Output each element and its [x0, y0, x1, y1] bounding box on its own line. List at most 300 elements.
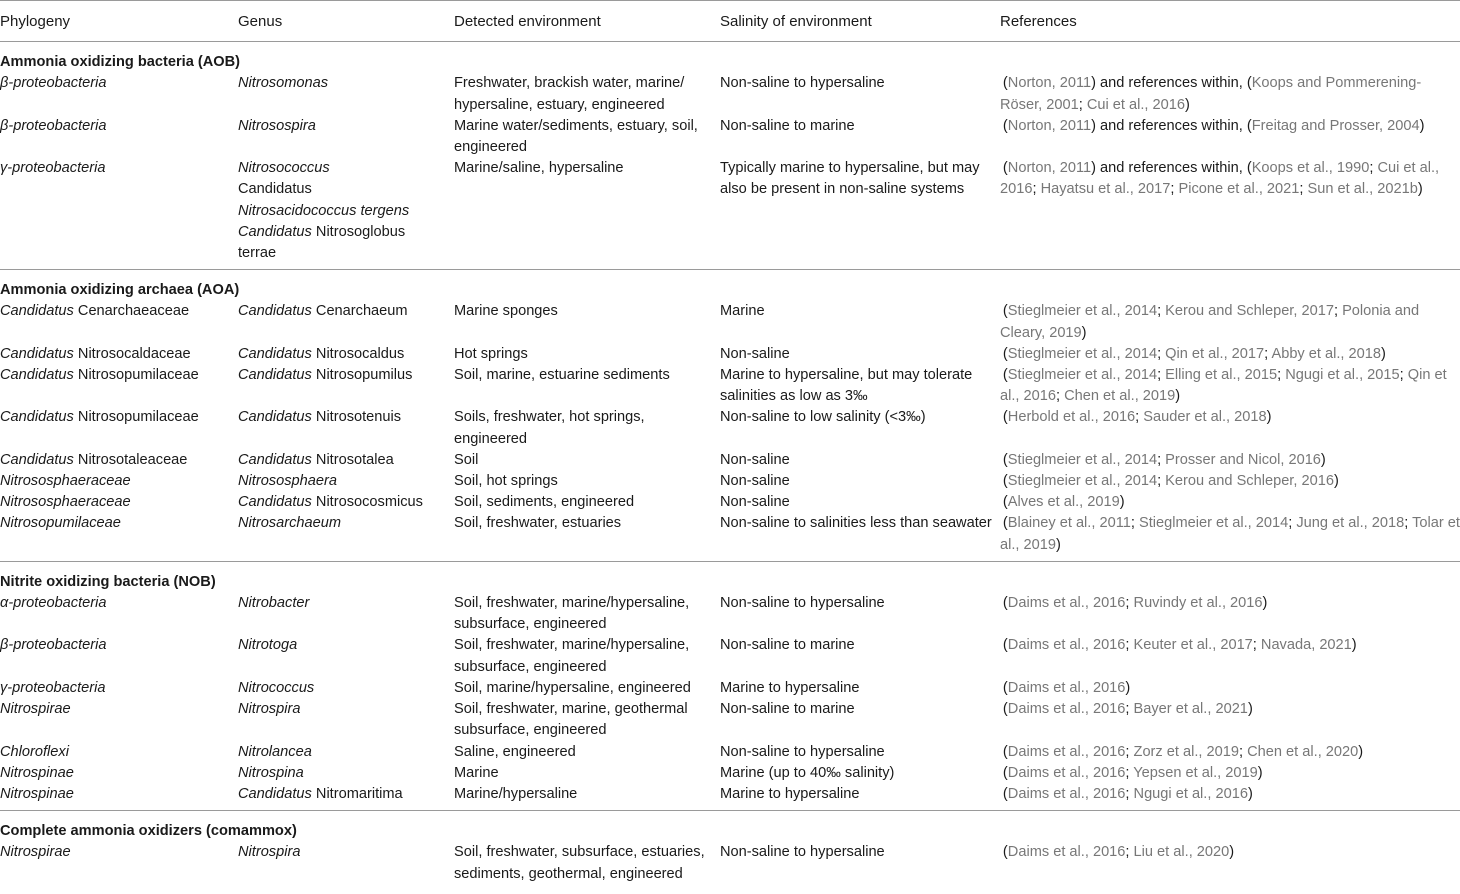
cell-salinity: Non-saline to marine: [720, 637, 855, 654]
table-row: [0, 593, 1460, 635]
reference-link[interactable]: Elling et al., 2015: [1165, 367, 1278, 384]
reference-link[interactable]: Daims et al., 2016: [1007, 679, 1126, 696]
table-row: [0, 344, 1460, 365]
cell-phylogeny: [0, 492, 238, 513]
table-row: [0, 763, 1460, 784]
table-row: [0, 365, 1460, 407]
genus-text: Nitrosotalea: [311, 451, 394, 468]
genus-text: Candidatus: [238, 367, 312, 384]
col-header-phylogeny: Phylogeny: [0, 1, 238, 42]
cell-phylogeny: [0, 742, 238, 763]
ref-open: (: [1000, 303, 1008, 320]
table-row: [0, 678, 1460, 699]
table-row: [0, 116, 1460, 158]
genus-text: Candidatus: [238, 451, 312, 468]
reference-link[interactable]: Norton, 2011: [1007, 75, 1092, 92]
reference-link[interactable]: Chen et al., 2019: [1064, 388, 1176, 405]
reference-link[interactable]: Alves et al., 2019: [1007, 494, 1120, 511]
cell-environment: Soils, freshwater, hot springs, engineered: [454, 409, 645, 447]
cell-environment: Soil, freshwater, marine, geothermal subsurface, engineered: [454, 701, 688, 739]
cell-genus: [238, 365, 454, 407]
ref-open: (: [1000, 494, 1008, 511]
cell-phylogeny: [0, 763, 238, 784]
ref-separator: ) and references within, (: [1091, 75, 1252, 92]
section-title: Ammonia oxidizing bacteria (AOB): [0, 54, 241, 71]
cell-references: [1000, 842, 1460, 889]
cell-references: [1000, 678, 1460, 699]
col-header-salinity: Salinity of environment: [720, 1, 1000, 42]
reference-link[interactable]: Cui et al., 2016: [1000, 160, 1440, 198]
phylogeny-text: Candidatus: [0, 451, 74, 468]
reference-link[interactable]: Ngugi et al., 2015: [1285, 367, 1400, 384]
reference-link[interactable]: Liu et al., 2020: [1133, 844, 1230, 861]
table-row: [0, 73, 1460, 115]
cell-environment: Soil, hot springs: [454, 473, 558, 490]
cell-references: [1000, 635, 1460, 677]
cell-references: [1000, 301, 1460, 343]
genus-text: Nitrospira: [238, 844, 301, 861]
ref-separator: ;: [1299, 181, 1308, 198]
section-row: [0, 811, 1460, 843]
phylogeny-text: γ-proteobacteria: [0, 679, 106, 696]
phylogeny-text: γ-proteobacteria: [0, 160, 106, 177]
table-body: [0, 42, 1460, 890]
cell-genus: [238, 763, 454, 784]
genus-text: Nitrosococcus: [238, 160, 330, 177]
genus-line: [238, 450, 454, 471]
reference-link[interactable]: Norton, 2011: [1007, 117, 1092, 134]
cell-phylogeny: [0, 344, 238, 365]
cell-environment: Soil, freshwater, subsurface, estuaries, sediments, geothermal, engineered: [454, 844, 705, 882]
ref-separator: ): [1125, 679, 1131, 696]
ref-separator: ) and references within, (: [1091, 117, 1252, 134]
cell-salinity: Non-saline: [720, 473, 790, 490]
ref-separator: ;: [1125, 595, 1134, 612]
phylogeny-text: β-proteobacteria: [0, 637, 107, 654]
section-title: Ammonia oxidizing archaea (AOA): [0, 270, 1460, 302]
cell-environment: Soil, marine, estuarine sediments: [454, 367, 670, 384]
genus-line: [238, 593, 454, 614]
phylogeny-text: Nitrososphaeraceae: [0, 473, 131, 490]
section-row: [0, 561, 1460, 593]
reference-link[interactable]: Navada, 2021: [1260, 637, 1352, 654]
ref-separator: ;: [1170, 181, 1179, 198]
reference-link[interactable]: Koops and Pommerening-Röser, 2001: [1000, 75, 1422, 113]
ref-separator: ;: [1333, 303, 1343, 320]
ref-separator: ): [1081, 324, 1087, 341]
ref-open: (: [1000, 473, 1008, 490]
cell-genus: [238, 471, 454, 492]
table-row: [0, 407, 1460, 449]
ref-separator: ;: [1157, 345, 1166, 362]
reference-link[interactable]: Stieglmeier et al., 2014: [1007, 345, 1158, 362]
cell-environment: Soil, sediments, engineered: [454, 494, 635, 511]
ref-separator: ;: [1032, 181, 1041, 198]
phylogeny-text: Chloroflexi: [0, 743, 69, 760]
ref-separator: ;: [1157, 451, 1166, 468]
phylogeny-text: Nitrososphaeraceae: [0, 494, 131, 511]
ref-separator: ): [1257, 764, 1263, 781]
phylogeny-text: Nitrospirae: [0, 844, 71, 861]
ref-open: (: [1000, 637, 1008, 654]
cell-phylogeny: [0, 301, 238, 343]
cell-salinity: Non-saline to low salinity (<3‰): [720, 409, 926, 426]
cell-salinity: Non-saline to salinities less than seawater: [720, 515, 992, 532]
genus-text: Nitrosarchaeum: [238, 515, 342, 532]
table-row: [0, 471, 1460, 492]
ref-separator: ;: [1277, 367, 1286, 384]
cell-phylogeny: [0, 73, 238, 115]
cell-salinity: Non-saline to hypersaline: [720, 75, 885, 92]
genus-line: [238, 301, 454, 322]
phylogeny-text: Nitrosopumilaceae: [73, 367, 199, 384]
cell-environment: Soil: [454, 451, 479, 468]
cell-phylogeny: [0, 407, 238, 449]
table-row: [0, 742, 1460, 763]
ref-open: (: [1000, 844, 1008, 861]
ref-open: (: [1000, 367, 1008, 384]
ref-open: (: [1000, 409, 1008, 426]
cell-references: [1000, 742, 1460, 763]
ref-separator: ): [1175, 388, 1181, 405]
reference-link[interactable]: Stieglmeier et al., 2014: [1007, 367, 1158, 384]
cell-phylogeny: [0, 365, 238, 407]
cell-references: [1000, 344, 1460, 365]
cell-references: [1000, 593, 1460, 635]
ref-separator: ): [1266, 409, 1272, 426]
reference-link[interactable]: Jung et al., 2018: [1296, 515, 1405, 532]
reference-link[interactable]: Koops et al., 1990: [1251, 160, 1370, 177]
cell-environment: Marine sponges: [454, 303, 558, 320]
cell-environment: Soil, freshwater, marine/hypersaline, subsurface, engineered: [454, 595, 690, 633]
cell-environment: Soil, marine/hypersaline, engineered: [454, 679, 691, 696]
cell-genus: [238, 344, 454, 365]
cell-salinity: Non-saline: [720, 451, 790, 468]
col-header-references: References: [1000, 1, 1460, 42]
reference-link[interactable]: Daims et al., 2016: [1007, 637, 1126, 654]
reference-link[interactable]: Qin et al., 2016: [1000, 367, 1447, 405]
cell-references: [1000, 73, 1460, 115]
cell-genus: [238, 158, 454, 270]
cell-environment: Marine/hypersaline: [454, 785, 578, 802]
section-row: [0, 270, 1460, 302]
genus-text: Candidatus: [238, 494, 312, 511]
genus-text: Nitrotoga: [238, 637, 298, 654]
ref-separator: ): [1381, 345, 1386, 362]
col-header-genus: Genus: [238, 1, 454, 42]
reference-link[interactable]: Freitag and Prosser, 2004: [1251, 117, 1420, 134]
genus-text: Nitrosocosmicus: [311, 494, 423, 511]
cell-genus: [238, 407, 454, 449]
ref-open: (: [1000, 451, 1008, 468]
phylogeny-text: Nitrospinae: [0, 785, 74, 802]
ref-separator: ): [1119, 494, 1125, 511]
ref-open: (: [1000, 764, 1008, 781]
ref-separator: ): [1056, 536, 1061, 553]
cell-genus: [238, 842, 454, 889]
cell-phylogeny: [0, 784, 238, 811]
cell-phylogeny: [0, 471, 238, 492]
cell-references: [1000, 492, 1460, 513]
cell-salinity: Non-saline to hypersaline: [720, 595, 885, 612]
ref-open: (: [1000, 701, 1008, 718]
genus-text: Nitrospira: [238, 701, 301, 718]
cell-salinity: Typically marine to hypersaline, but may also be present in non-saline systems: [720, 160, 980, 198]
section-row: [0, 42, 1460, 74]
genus-line: [238, 492, 454, 513]
genus-text: Cenarchaeum: [311, 303, 408, 320]
reference-link[interactable]: Kerou and Schleper, 2016: [1165, 473, 1334, 490]
cell-salinity: Non-saline to marine: [720, 701, 855, 718]
reference-link[interactable]: Daims et al., 2016: [1007, 595, 1126, 612]
ref-separator: ): [1247, 785, 1253, 802]
reference-link[interactable]: Sauder et al., 2018: [1143, 409, 1267, 426]
cell-references: [1000, 116, 1460, 158]
cell-genus: [238, 513, 454, 561]
genus-text: Nitrospina: [238, 764, 304, 781]
phylogeny-text: Nitrosotaleaceae: [73, 451, 188, 468]
cell-genus: [238, 678, 454, 699]
cell-references: [1000, 784, 1460, 811]
reference-link[interactable]: Daims et al., 2016: [1007, 785, 1126, 802]
cell-genus: [238, 116, 454, 158]
reference-link[interactable]: Bayer et al., 2021: [1133, 701, 1248, 718]
ref-separator: ): [1417, 181, 1423, 198]
reference-link[interactable]: Hayatsu et al., 2017: [1040, 181, 1171, 198]
genus-line: [238, 842, 454, 863]
cell-environment: Hot springs: [454, 345, 528, 362]
reference-link[interactable]: Abby et al., 2018: [1271, 345, 1382, 362]
ref-separator: ): [1358, 743, 1364, 760]
ref-open: (: [1000, 117, 1008, 134]
ref-separator: ): [1247, 701, 1253, 718]
genus-text: Nitrosoglobus: [311, 223, 406, 240]
cell-genus: [238, 73, 454, 115]
ref-separator: ): [1262, 595, 1268, 612]
reference-link[interactable]: Keuter et al., 2017: [1133, 637, 1253, 654]
ref-open: (: [1000, 75, 1008, 92]
genus-text: Nitrolancea: [238, 743, 312, 760]
table-row: [0, 784, 1460, 811]
reference-link[interactable]: Stieglmeier et al., 2014: [1007, 303, 1158, 320]
genus-line: [238, 179, 454, 200]
genus-text: Candidatus: [238, 223, 312, 240]
reference-link[interactable]: Cui et al., 2016: [1086, 96, 1185, 113]
table-row: [0, 301, 1460, 343]
table-row: [0, 513, 1460, 561]
cell-references: [1000, 365, 1460, 407]
ref-separator: ;: [1399, 367, 1408, 384]
cell-phylogeny: [0, 158, 238, 270]
cell-salinity: Non-saline: [720, 494, 790, 511]
table-row: [0, 635, 1460, 677]
ref-open: (: [1000, 679, 1008, 696]
reference-link[interactable]: Daims et al., 2016: [1007, 743, 1126, 760]
genus-line: [238, 635, 454, 656]
ref-separator: ;: [1125, 743, 1134, 760]
genus-text: Nitrobacter: [238, 595, 310, 612]
genus-line: [238, 73, 454, 94]
ref-separator: ;: [1056, 388, 1065, 405]
reference-link[interactable]: Stieglmeier et al., 2014: [1138, 515, 1289, 532]
cell-salinity: Marine to hypersaline: [720, 679, 860, 696]
genus-text: Candidatus: [238, 181, 312, 198]
table-row: [0, 492, 1460, 513]
reference-link[interactable]: Qin et al., 2017: [1165, 345, 1265, 362]
ref-separator: ;: [1078, 96, 1087, 113]
cell-salinity: Marine to hypersaline: [720, 785, 860, 802]
cell-references: [1000, 699, 1460, 741]
ref-open: (: [1000, 515, 1008, 532]
genus-text: Nitrosomonas: [238, 75, 329, 92]
cell-genus: [238, 450, 454, 471]
reference-link[interactable]: Stieglmeier et al., 2014: [1007, 451, 1158, 468]
table-row: [0, 158, 1460, 270]
reference-link[interactable]: Yepsen et al., 2019: [1133, 764, 1258, 781]
ref-separator: ;: [1125, 764, 1134, 781]
genus-line: [238, 471, 454, 492]
ref-open: (: [1000, 785, 1008, 802]
col-header-environment: Detected environment: [454, 1, 720, 42]
reference-link[interactable]: Ruvindy et al., 2016: [1133, 595, 1263, 612]
genus-line: [238, 763, 454, 784]
phylogeny-text: α-proteobacteria: [0, 595, 107, 612]
cell-references: [1000, 450, 1460, 471]
cell-genus: [238, 635, 454, 677]
header-row: [0, 1, 1460, 42]
table-row: [0, 450, 1460, 471]
ref-separator: ;: [1157, 367, 1166, 384]
reference-link[interactable]: Daims et al., 2016: [1007, 764, 1126, 781]
reference-link[interactable]: Sun et al., 2021b: [1307, 181, 1418, 198]
ref-separator: ): [1351, 637, 1357, 654]
reference-link[interactable]: Stieglmeier et al., 2014: [1007, 473, 1158, 490]
genus-text: Nitromaritima: [311, 785, 403, 802]
ref-separator: ;: [1404, 515, 1413, 532]
phylogeny-text: β-proteobacteria: [0, 75, 107, 92]
cell-phylogeny: [0, 699, 238, 741]
cell-genus: [238, 742, 454, 763]
cell-salinity: Marine to hypersaline, but may tolerate salinities as low as 3‰: [720, 367, 973, 405]
reference-link[interactable]: Daims et al., 2016: [1007, 844, 1126, 861]
cell-phylogeny: [0, 450, 238, 471]
cell-phylogeny: [0, 593, 238, 635]
ref-separator: ): [1184, 96, 1190, 113]
genus-line: [238, 201, 454, 222]
cell-environment: Marine water/sediments, estuary, soil, engineered: [454, 117, 698, 156]
ref-separator: ;: [1252, 637, 1261, 654]
cell-environment: Soil, freshwater, marine/hypersaline, subsurface, engineered: [454, 637, 690, 675]
reference-link[interactable]: Blainey et al., 2011: [1007, 515, 1131, 532]
reference-link[interactable]: Daims et al., 2016: [1007, 701, 1126, 718]
cell-salinity: Marine: [720, 303, 765, 320]
cell-phylogeny: [0, 513, 238, 561]
reference-link[interactable]: Zorz et al., 2019: [1133, 743, 1239, 760]
ref-separator: ;: [1125, 701, 1134, 718]
cell-phylogeny: [0, 116, 238, 158]
genus-text: Nitrososphaera: [238, 473, 337, 490]
reference-link[interactable]: Ngugi et al., 2016: [1133, 785, 1248, 802]
cell-genus: [238, 699, 454, 741]
cell-environment: Saline, engineered: [454, 743, 576, 760]
cell-phylogeny: [0, 842, 238, 889]
ref-separator: ;: [1157, 473, 1166, 490]
phylogeny-text: Nitrospirae: [0, 701, 71, 718]
ref-separator: ;: [1125, 844, 1134, 861]
genus-line: [238, 222, 454, 243]
reference-link[interactable]: Prosser and Nicol, 2016: [1165, 451, 1321, 468]
cell-salinity: Non-saline to hypersaline: [720, 844, 885, 861]
reference-link[interactable]: Herbold et al., 2016: [1007, 409, 1136, 426]
genus-text: Nitrosospira: [238, 117, 316, 134]
ref-separator: ): [1419, 117, 1425, 134]
ref-separator: ;: [1288, 515, 1297, 532]
cell-genus: [238, 784, 454, 811]
ref-separator: ;: [1125, 637, 1134, 654]
genus-text: terrae: [238, 245, 277, 262]
genus-text: Candidatus: [238, 345, 312, 362]
cell-references: [1000, 407, 1460, 449]
cell-phylogeny: [0, 678, 238, 699]
cell-environment: Freshwater, brackish water, marine/ hypersaline, estuary, engineered: [454, 75, 685, 113]
section-title: Nitrite oxidizing bacteria (NOB): [0, 561, 1460, 593]
genus-line: [238, 742, 454, 763]
phylogeny-text: β-proteobacteria: [0, 117, 107, 134]
cell-salinity: Non-saline: [720, 345, 790, 362]
cell-references: [1000, 763, 1460, 784]
genus-line: [238, 116, 454, 137]
genus-line: [238, 344, 454, 365]
ref-open: (: [1000, 595, 1008, 612]
phylogeny-text: Nitrosopumilaceae: [73, 409, 199, 426]
cell-references: [1000, 471, 1460, 492]
ref-separator: ;: [1239, 743, 1248, 760]
table-row: [0, 842, 1460, 889]
genus-text: Candidatus: [238, 303, 312, 320]
phylogeny-text: Candidatus: [0, 409, 74, 426]
cell-phylogeny: [0, 635, 238, 677]
reference-link[interactable]: Kerou and Schleper, 2017: [1165, 303, 1334, 320]
cell-references: [1000, 158, 1460, 270]
ref-separator: ): [1320, 451, 1326, 468]
genus-line: [238, 784, 454, 805]
genus-text: Candidatus: [238, 785, 312, 802]
phylogeny-text: Cenarchaeaceae: [73, 303, 190, 320]
ref-open: (: [1000, 160, 1008, 177]
phylogeny-text: Candidatus: [0, 303, 74, 320]
ref-separator: ): [1333, 473, 1339, 490]
phylogeny-text: Candidatus: [0, 367, 74, 384]
ref-separator: ) and references within, (: [1091, 160, 1252, 177]
ref-separator: ;: [1135, 409, 1144, 426]
genus-line: [238, 365, 454, 386]
reference-link[interactable]: Picone et al., 2021: [1178, 181, 1300, 198]
cell-genus: [238, 301, 454, 343]
genus-text: Candidatus: [238, 409, 312, 426]
reference-link[interactable]: Polonia and Cleary, 2019: [1000, 303, 1420, 341]
cell-environment: Marine/saline, hypersaline: [454, 160, 624, 177]
reference-link[interactable]: Tolar et al., 2019: [1000, 515, 1460, 553]
ref-separator: ;: [1130, 515, 1139, 532]
section-title: Complete ammonia oxidizers (comammox): [0, 811, 1460, 843]
ref-open: (: [1000, 743, 1008, 760]
phylogeny-text: Candidatus: [0, 345, 74, 362]
reference-link[interactable]: Norton, 2011: [1007, 160, 1092, 177]
genus-text: Nitrococcus: [238, 679, 315, 696]
cell-salinity: Marine (up to 40‰ salinity): [720, 764, 895, 781]
ref-separator: ): [1229, 844, 1235, 861]
reference-link[interactable]: Chen et al., 2020: [1247, 743, 1359, 760]
